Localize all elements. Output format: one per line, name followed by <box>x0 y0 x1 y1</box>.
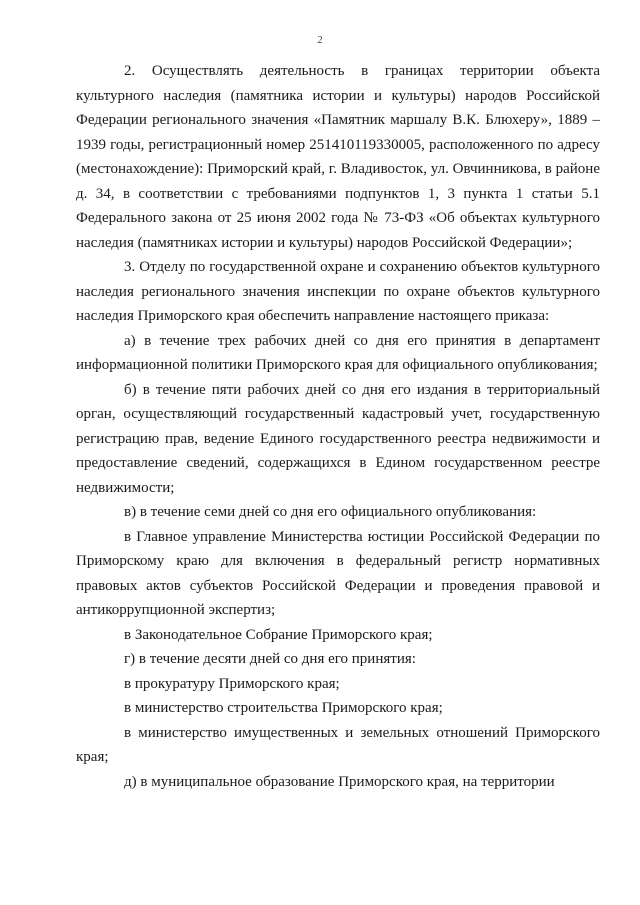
paragraph-3a: а) в течение трех рабочих дней со дня его принятия в департамент информационной политики Приморского края для официального опубликования; <box>76 332 600 373</box>
paragraph-3g: г) в течение десяти дней со дня его принятия: <box>124 651 416 667</box>
document-body <box>76 59 600 794</box>
paragraph-3g-prosecutor: в прокуратуру Приморского края; <box>124 675 340 692</box>
paragraph-3v: в) в течение семи дней со дня его официального опубликования: <box>124 504 537 520</box>
paragraph-3g-ministry-property: в министерство имущественных и земельных отношений Приморского края; <box>76 724 600 765</box>
paragraph-3d: д) в муниципальное образование Приморского края, на территории <box>124 773 555 790</box>
paragraph-3v-ministry-justice: в Главное управление Министерства юстиции Российской Федерации по Приморскому краю для включения в федеральный регистр нормативных правовых актов субъектов Российской Федерации и проведения правовой и антикоррупционной экспертиз; <box>76 528 600 618</box>
paragraph-3g-ministry-construction: в министерство строительства Приморского края; <box>124 700 443 716</box>
paragraph-3b: б) в течение пяти рабочих дней со дня его издания в территориальный орган, осуществляющий государственный кадастровый учет, государственную регистрацию прав, ведение Единого государственного реестра недвижимости и предоставление сведений, содержащихся в Едином государственном реестре недвижимости; <box>76 381 600 496</box>
paragraph-3v-legislative-assembly: в Законодательное Собрание Приморского края; <box>124 626 433 643</box>
paragraph-2: 2. Осуществлять деятельность в границах территории объекта культурного наследия (памятника истории и культуры) народов Российской Федерации регионального значения «Памятник маршалу В.К. Блюхеру», 1889 – 1939 годы, регистрационный номер 251410119330005, расположенного по адресу (местонахождение): Приморский край, г. Владивосток, ул. Овчинникова, в районе д. 34, в соответствии с требованиями подпунктов 1, 3 пункта 1 статьи 5.1 Федерального закона от 25 июня 2002 года № 73-ФЗ «Об объектах культурного наследия (памятниках истории и культуры) народов Российской Федерации»; <box>76 63 600 251</box>
paragraph-3: 3. Отделу по государственной охране и сохранению объектов культурного наследия регионального значения инспекции по охране объектов культурного наследия Приморского края обеспечить направление настоящего приказа: <box>76 259 600 324</box>
page-number: 2 <box>317 34 323 46</box>
